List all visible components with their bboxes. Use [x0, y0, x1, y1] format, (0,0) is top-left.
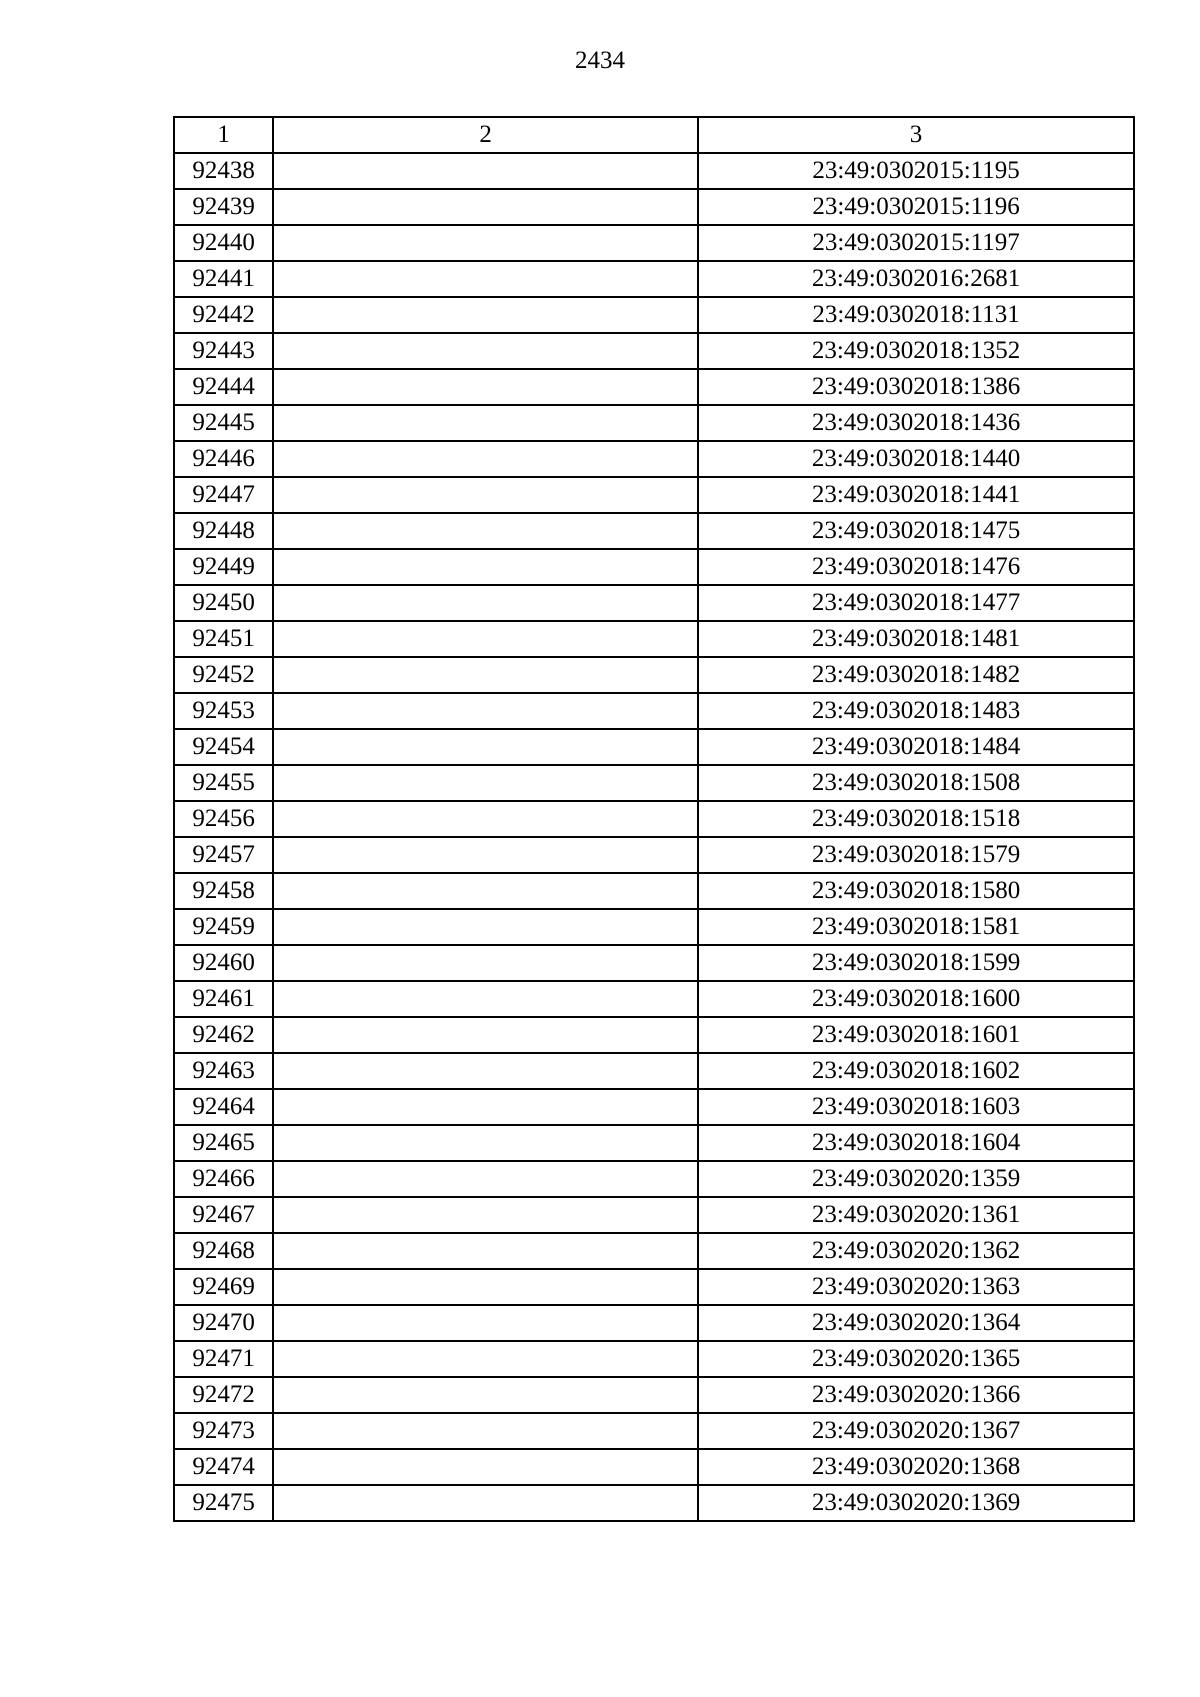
row-number-cell: 92439 — [174, 189, 273, 225]
row-number-cell: 92445 — [174, 405, 273, 441]
row-number-cell: 92459 — [174, 909, 273, 945]
table-row — [174, 153, 1134, 189]
cadastral-number-cell: 23:49:0302020:1365 — [698, 1341, 1134, 1377]
row-number-cell: 92470 — [174, 1305, 273, 1341]
cadastral-number-cell: 23:49:0302020:1367 — [698, 1413, 1134, 1449]
cadastral-number-cell: 23:49:0302020:1361 — [698, 1197, 1134, 1233]
table-row — [174, 1305, 1134, 1341]
table-row — [174, 1413, 1134, 1449]
cadastral-number-cell: 23:49:0302018:1476 — [698, 549, 1134, 585]
row-empty-cell — [273, 1269, 698, 1305]
row-number-cell: 92449 — [174, 549, 273, 585]
table-row — [174, 477, 1134, 513]
row-number-cell: 92440 — [174, 225, 273, 261]
row-number-cell: 92446 — [174, 441, 273, 477]
row-empty-cell — [273, 837, 698, 873]
row-empty-cell — [273, 765, 698, 801]
cadastral-number-cell: 23:49:0302020:1364 — [698, 1305, 1134, 1341]
column-header-2: 2 — [273, 117, 698, 153]
row-empty-cell — [273, 1233, 698, 1269]
row-number-cell: 92442 — [174, 297, 273, 333]
cadastral-number-cell: 23:49:0302020:1369 — [698, 1485, 1134, 1521]
row-empty-cell — [273, 657, 698, 693]
cadastral-number-cell: 23:49:0302018:1131 — [698, 297, 1134, 333]
row-empty-cell — [273, 261, 698, 297]
row-empty-cell — [273, 801, 698, 837]
cadastral-number-cell: 23:49:0302018:1599 — [698, 945, 1134, 981]
cadastral-number-cell: 23:49:0302015:1196 — [698, 189, 1134, 225]
row-number-cell: 92475 — [174, 1485, 273, 1521]
cadastral-number-cell: 23:49:0302018:1579 — [698, 837, 1134, 873]
row-empty-cell — [273, 585, 698, 621]
table-row — [174, 693, 1134, 729]
cadastral-number-cell: 23:49:0302020:1363 — [698, 1269, 1134, 1305]
row-number-cell: 92451 — [174, 621, 273, 657]
row-empty-cell — [273, 189, 698, 225]
row-empty-cell — [273, 1413, 698, 1449]
row-empty-cell — [273, 945, 698, 981]
row-empty-cell — [273, 981, 698, 1017]
table-row — [174, 1197, 1134, 1233]
cadastral-number-cell: 23:49:0302015:1195 — [698, 153, 1134, 189]
cadastral-number-cell: 23:49:0302020:1368 — [698, 1449, 1134, 1485]
cadastral-number-cell: 23:49:0302018:1600 — [698, 981, 1134, 1017]
cadastral-number-cell: 23:49:0302018:1386 — [698, 369, 1134, 405]
row-number-cell: 92454 — [174, 729, 273, 765]
row-empty-cell — [273, 153, 698, 189]
cadastral-number-cell: 23:49:0302018:1436 — [698, 405, 1134, 441]
cadastral-number-cell: 23:49:0302018:1508 — [698, 765, 1134, 801]
row-empty-cell — [273, 1449, 698, 1485]
table-row — [174, 621, 1134, 657]
row-number-cell: 92465 — [174, 1125, 273, 1161]
cadastral-number-cell: 23:49:0302018:1477 — [698, 585, 1134, 621]
table-row — [174, 765, 1134, 801]
row-number-cell: 92468 — [174, 1233, 273, 1269]
row-empty-cell — [273, 693, 698, 729]
table-row — [174, 1089, 1134, 1125]
table-row — [174, 801, 1134, 837]
row-number-cell: 92452 — [174, 657, 273, 693]
table-row — [174, 225, 1134, 261]
row-number-cell: 92457 — [174, 837, 273, 873]
table-row — [174, 1485, 1134, 1521]
row-empty-cell — [273, 729, 698, 765]
cadastral-number-cell: 23:49:0302018:1603 — [698, 1089, 1134, 1125]
cadastral-number-cell: 23:49:0302018:1475 — [698, 513, 1134, 549]
row-number-cell: 92450 — [174, 585, 273, 621]
row-empty-cell — [273, 549, 698, 585]
row-number-cell: 92456 — [174, 801, 273, 837]
table-row — [174, 1233, 1134, 1269]
cadastral-number-cell: 23:49:0302018:1482 — [698, 657, 1134, 693]
cadastral-number-cell: 23:49:0302018:1484 — [698, 729, 1134, 765]
cadastral-number-cell: 23:49:0302018:1601 — [698, 1017, 1134, 1053]
row-empty-cell — [273, 441, 698, 477]
table-row — [174, 981, 1134, 1017]
row-number-cell: 92462 — [174, 1017, 273, 1053]
row-number-cell: 92447 — [174, 477, 273, 513]
table-row — [174, 405, 1134, 441]
cadastral-number-cell: 23:49:0302015:1197 — [698, 225, 1134, 261]
cadastral-number-cell: 23:49:0302018:1483 — [698, 693, 1134, 729]
row-empty-cell — [273, 1305, 698, 1341]
cadastral-number-cell: 23:49:0302018:1602 — [698, 1053, 1134, 1089]
row-empty-cell — [273, 1377, 698, 1413]
row-number-cell: 92458 — [174, 873, 273, 909]
table-row — [174, 1053, 1134, 1089]
row-empty-cell — [273, 513, 698, 549]
row-number-cell: 92471 — [174, 1341, 273, 1377]
row-empty-cell — [273, 1017, 698, 1053]
table-row — [174, 441, 1134, 477]
row-empty-cell — [273, 297, 698, 333]
cadastral-number-cell: 23:49:0302018:1481 — [698, 621, 1134, 657]
table-row — [174, 585, 1134, 621]
cadastral-number-cell: 23:49:0302018:1581 — [698, 909, 1134, 945]
row-empty-cell — [273, 1053, 698, 1089]
row-number-cell: 92448 — [174, 513, 273, 549]
row-empty-cell — [273, 405, 698, 441]
table-row — [174, 1161, 1134, 1197]
table-row — [174, 837, 1134, 873]
table-row — [174, 1017, 1134, 1053]
table-row — [174, 1449, 1134, 1485]
row-number-cell: 92466 — [174, 1161, 273, 1197]
cadastral-number-cell: 23:49:0302020:1366 — [698, 1377, 1134, 1413]
table-body — [174, 153, 1134, 1521]
column-header-3: 3 — [698, 117, 1134, 153]
cadastral-number-cell: 23:49:0302018:1518 — [698, 801, 1134, 837]
cadastral-number-cell: 23:49:0302016:2681 — [698, 261, 1134, 297]
table-row — [174, 873, 1134, 909]
table-row — [174, 297, 1134, 333]
row-number-cell: 92463 — [174, 1053, 273, 1089]
row-empty-cell — [273, 477, 698, 513]
table-row — [174, 729, 1134, 765]
cadastral-number-cell: 23:49:0302018:1352 — [698, 333, 1134, 369]
row-empty-cell — [273, 225, 698, 261]
table-row — [174, 1125, 1134, 1161]
row-number-cell: 92461 — [174, 981, 273, 1017]
table-row — [174, 657, 1134, 693]
table-row — [174, 1269, 1134, 1305]
table-row — [174, 189, 1134, 225]
row-number-cell: 92455 — [174, 765, 273, 801]
row-number-cell: 92469 — [174, 1269, 273, 1305]
row-empty-cell — [273, 1485, 698, 1521]
row-empty-cell — [273, 369, 698, 405]
row-number-cell: 92453 — [174, 693, 273, 729]
table-row — [174, 1341, 1134, 1377]
table-row — [174, 333, 1134, 369]
cadastral-number-cell: 23:49:0302020:1362 — [698, 1233, 1134, 1269]
row-number-cell: 92438 — [174, 153, 273, 189]
page-number: 2434 — [575, 47, 625, 74]
row-empty-cell — [273, 1125, 698, 1161]
cadastral-number-cell: 23:49:0302018:1441 — [698, 477, 1134, 513]
row-empty-cell — [273, 909, 698, 945]
table-row — [174, 513, 1134, 549]
table-header-row — [174, 117, 1134, 153]
row-empty-cell — [273, 1341, 698, 1377]
cadastral-number-cell: 23:49:0302020:1359 — [698, 1161, 1134, 1197]
row-number-cell: 92464 — [174, 1089, 273, 1125]
row-number-cell: 92474 — [174, 1449, 273, 1485]
table-row — [174, 1377, 1134, 1413]
table-row — [174, 909, 1134, 945]
column-header-1: 1 — [174, 117, 273, 153]
table-row — [174, 945, 1134, 981]
row-number-cell: 92473 — [174, 1413, 273, 1449]
row-empty-cell — [273, 1197, 698, 1233]
row-empty-cell — [273, 333, 698, 369]
row-empty-cell — [273, 1161, 698, 1197]
cadastral-number-cell: 23:49:0302018:1580 — [698, 873, 1134, 909]
row-empty-cell — [273, 621, 698, 657]
table-row — [174, 369, 1134, 405]
table-row — [174, 261, 1134, 297]
row-empty-cell — [273, 1089, 698, 1125]
row-number-cell: 92467 — [174, 1197, 273, 1233]
row-number-cell: 92441 — [174, 261, 273, 297]
row-number-cell: 92443 — [174, 333, 273, 369]
row-empty-cell — [273, 873, 698, 909]
row-number-cell: 92472 — [174, 1377, 273, 1413]
row-number-cell: 92444 — [174, 369, 273, 405]
cadastral-number-cell: 23:49:0302018:1604 — [698, 1125, 1134, 1161]
table-row — [174, 549, 1134, 585]
cadastral-number-cell: 23:49:0302018:1440 — [698, 441, 1134, 477]
row-number-cell: 92460 — [174, 945, 273, 981]
data-table — [173, 116, 1135, 1522]
